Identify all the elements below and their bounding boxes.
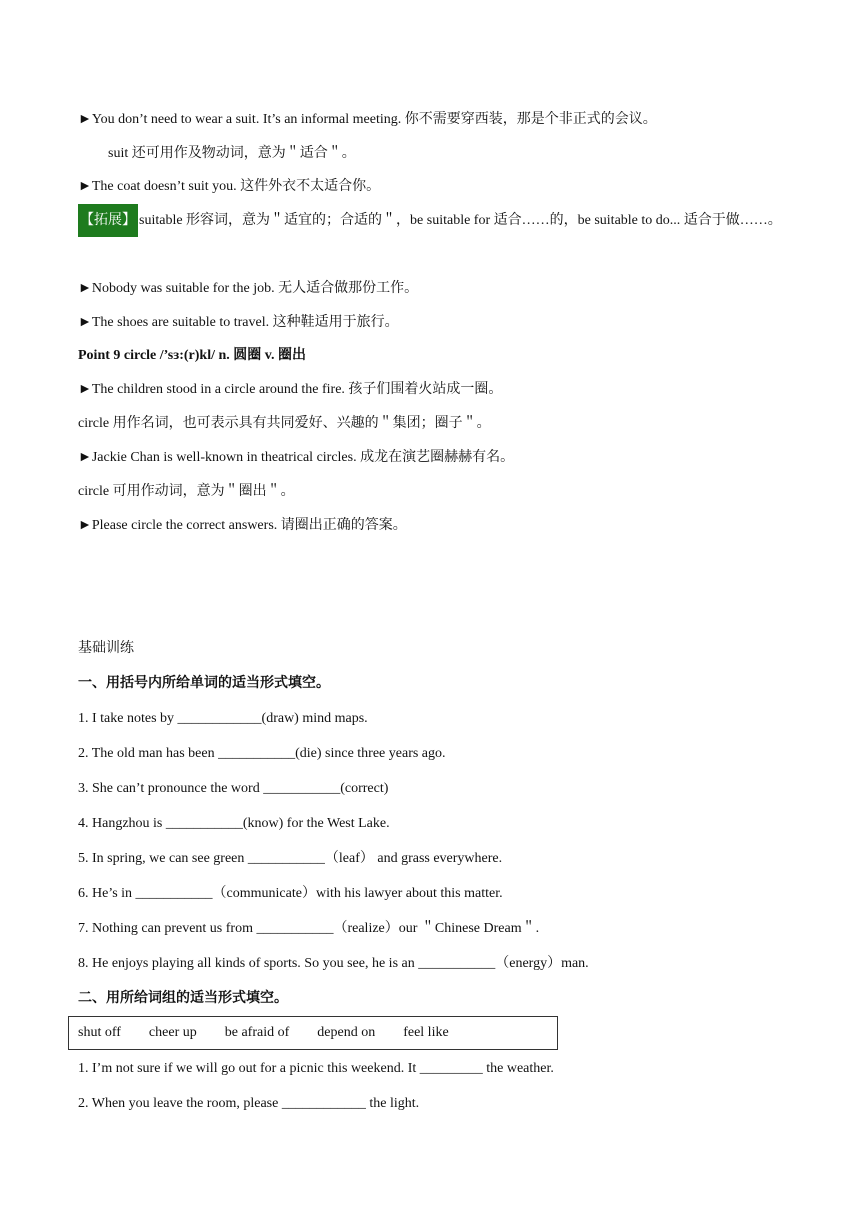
- exercise-item: 6. He’s in ___________（communicate）with his lawyer about this matter.: [78, 886, 503, 901]
- line-6: ►The shoes are suitable to travel. 这种鞋适用于旅行。: [78, 315, 399, 330]
- extension-tag: 【拓展】: [78, 204, 138, 237]
- line-1: ►You don’t need to wear a suit. It’s an informal meeting. 你不需要穿西装，那是个非正式的会议。: [78, 112, 657, 127]
- section-1-title: 一、用括号内所给单词的适当形式填空。: [78, 676, 330, 691]
- line-2: suit 还可用作及物动词，意为＂适合＂。: [108, 146, 356, 161]
- phrase: cheer up: [148, 1025, 197, 1040]
- exercise-item: 1. I’m not sure if we will go out for a picnic this weekend. It _________ the weather.: [78, 1061, 554, 1076]
- line-11: circle 可用作动词，意为＂圈出＂。: [78, 484, 295, 499]
- phrase: feel like: [403, 1025, 449, 1040]
- exercise-item: 2. The old man has been ___________(die) since three years ago.: [78, 746, 446, 761]
- line-3: ►The coat doesn’t suit you. 这件外衣不太适合你。: [78, 179, 381, 194]
- line-5: ►Nobody was suitable for the job. 无人适合做那份工作。: [78, 281, 419, 296]
- extension-paragraph: [78, 204, 783, 237]
- phrase: shut off: [78, 1025, 121, 1040]
- exercise-item: 2. When you leave the room, please ____________ the light.: [78, 1096, 420, 1111]
- phrase-box: [68, 1016, 558, 1050]
- exercise-item: 1. I take notes by ____________(draw) mind maps.: [78, 711, 368, 726]
- exercise-item: 7. Nothing can prevent us from ___________（realize）our ＂Chinese Dream＂.: [78, 921, 540, 936]
- line-8: ►The children stood in a circle around the fire. 孩子们围着火站成一圈。: [78, 382, 503, 397]
- phrase: be afraid of: [224, 1025, 290, 1040]
- line-10: ►Jackie Chan is well-known in theatrical circles. 成龙在演艺圈赫赫有名。: [78, 450, 515, 465]
- phrase: depend on: [317, 1025, 376, 1040]
- extension-text: suitable 形容词，意为＂适宜的；合适的＂，be suitable for 适合……的，be suitable to do... 适合于做……。: [139, 213, 782, 228]
- line-12: ►Please circle the correct answers. 请圈出正确的答案。: [78, 518, 407, 533]
- exercise-item: 8. He enjoys playing all kinds of sports. So you see, he is an ___________（energy）man.: [78, 956, 589, 971]
- exercise-heading: 基础训练: [78, 641, 134, 656]
- point-9-heading: Point 9 circle /’sɜ:(r)kl/ n. 圆圈 v. 圈出: [78, 348, 307, 363]
- line-9: circle 用作名词，也可表示具有共同爱好、兴趣的＂集团；圈子＂。: [78, 416, 491, 431]
- exercise-item: 5. In spring, we can see green ___________（leaf） and grass everywhere.: [78, 851, 503, 866]
- section-2-title: 二、用所给词组的适当形式填空。: [78, 991, 288, 1006]
- exercise-item: 4. Hangzhou is ___________(know) for the West Lake.: [78, 816, 390, 831]
- exercise-item: 3. She can’t pronounce the word ___________(correct): [78, 781, 389, 796]
